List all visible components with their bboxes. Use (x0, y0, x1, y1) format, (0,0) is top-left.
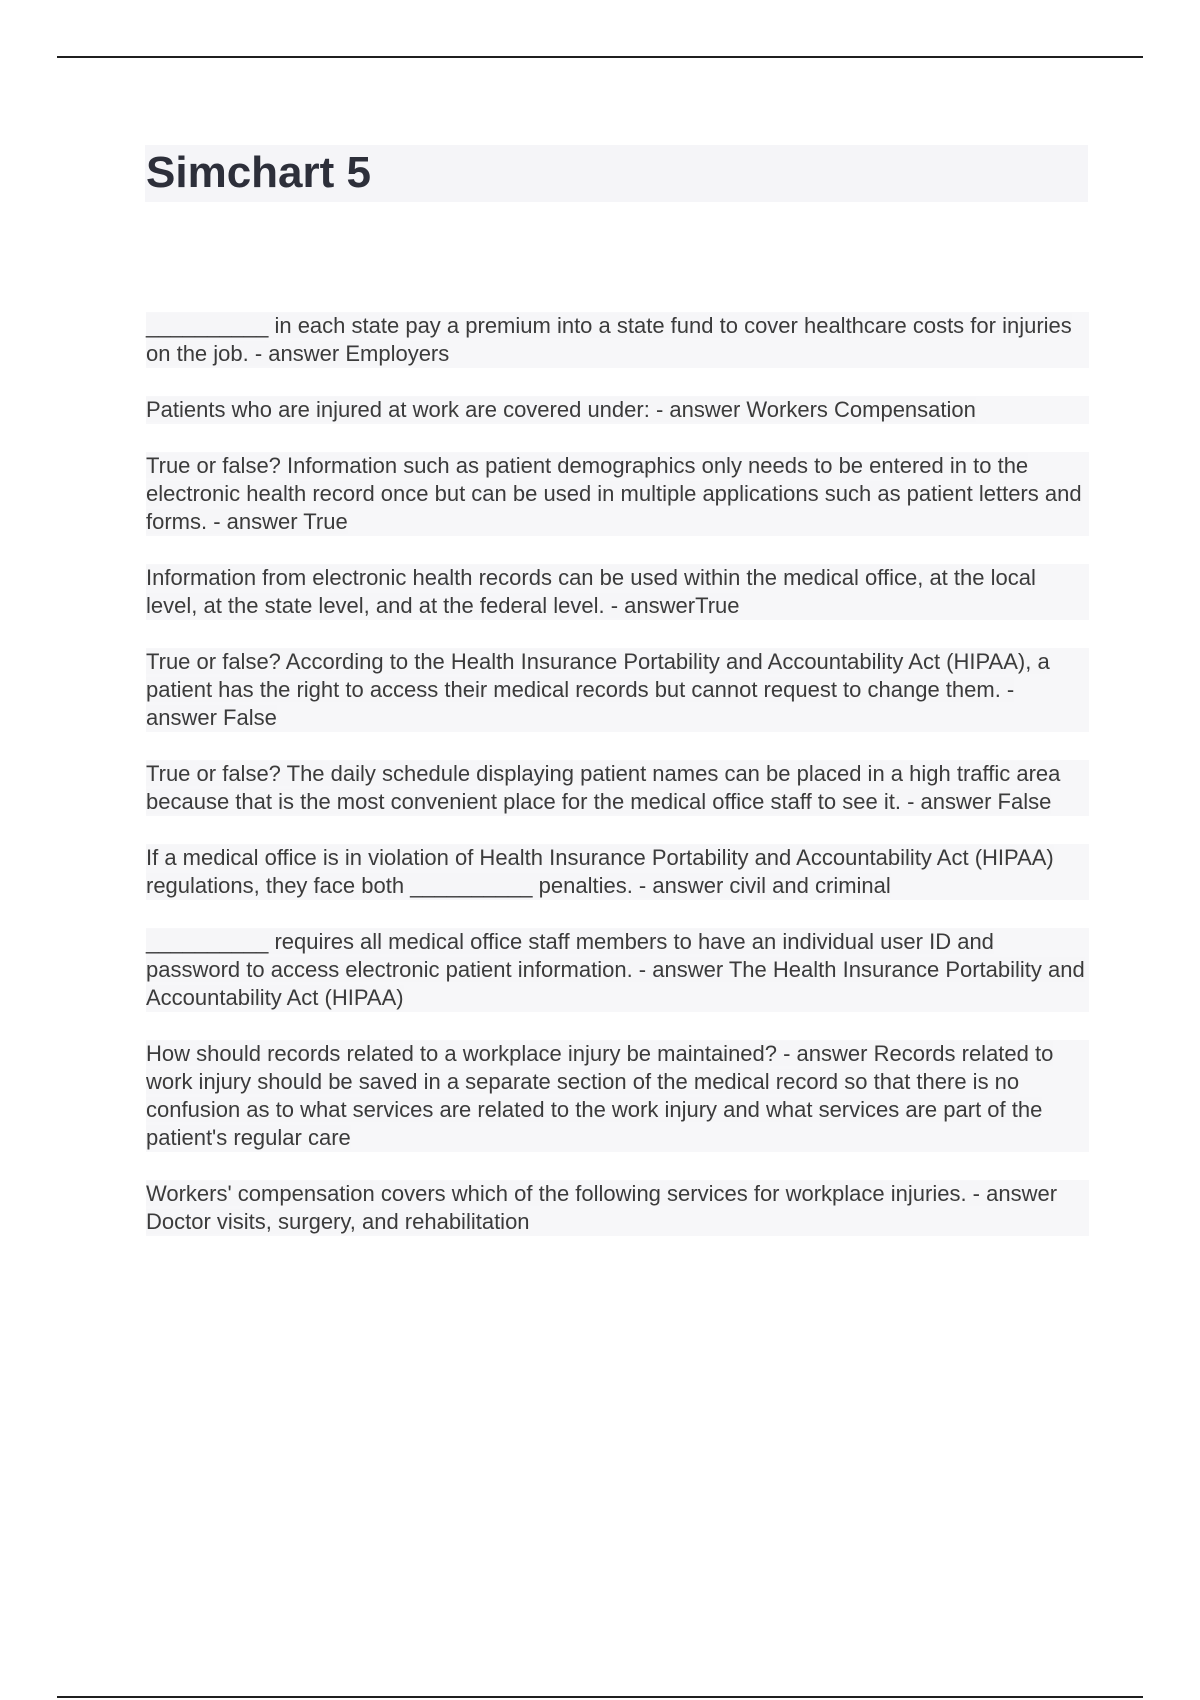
qa-item (146, 564, 1089, 620)
qa-item (146, 760, 1089, 816)
qa-item (146, 844, 1089, 900)
qa-item (146, 396, 1089, 424)
qa-item (146, 312, 1089, 368)
qa-item-text: __________ requires all medical office staff members to have an individual user ID and password to access electronic patient information. - answer The Health Insurance Portability and Accountability Act (HIPAA) (146, 929, 1085, 1010)
qa-item (146, 1040, 1089, 1152)
qa-list (146, 312, 1089, 1264)
bottom-divider (57, 1696, 1143, 1698)
qa-item (146, 648, 1089, 732)
qa-item-text: Information from electronic health records can be used within the medical office, at the local level, at the state level, and at the federal level. - answerTrue (146, 565, 1036, 618)
qa-item (146, 928, 1089, 1012)
qa-item (146, 452, 1089, 536)
qa-item-text: True or false? According to the Health Insurance Portability and Accountability Act (HIPAA), a patient has the right to access their medical records but cannot request to change them. - answer False (146, 649, 1050, 730)
qa-item-text: Patients who are injured at work are covered under: - answer Workers Compensation (146, 397, 976, 422)
qa-item (146, 1180, 1089, 1236)
document-title: Simchart 5 (146, 148, 371, 197)
qa-item-text: If a medical office is in violation of Health Insurance Portability and Accountability Act (HIPAA) regulations, they face both __________ penalties. - answer civil and criminal (146, 845, 1054, 898)
qa-item-text: Workers' compensation covers which of the following services for workplace injuries. - answer Doctor visits, surgery, and rehabilitation (146, 1181, 1058, 1234)
qa-item-text: True or false? The daily schedule displaying patient names can be placed in a high traffic area because that is the most convenient place for the medical office staff to see it. - answer False (146, 761, 1061, 814)
qa-item-text: How should records related to a workplace injury be maintained? - answer Records related to work injury should be saved in a separate section of the medical record so that there is no confusion as to what services are related to the work injury and what services are part of the patient's regular care (146, 1041, 1054, 1150)
qa-item-text: __________ in each state pay a premium into a state fund to cover healthcare costs for injuries on the job. - answer Employers (146, 313, 1072, 366)
qa-item-text: True or false? Information such as patient demographics only needs to be entered in to the electronic health record once but can be used in multiple applications such as patient letters and forms. - answer True (146, 453, 1082, 534)
top-divider (57, 56, 1143, 58)
